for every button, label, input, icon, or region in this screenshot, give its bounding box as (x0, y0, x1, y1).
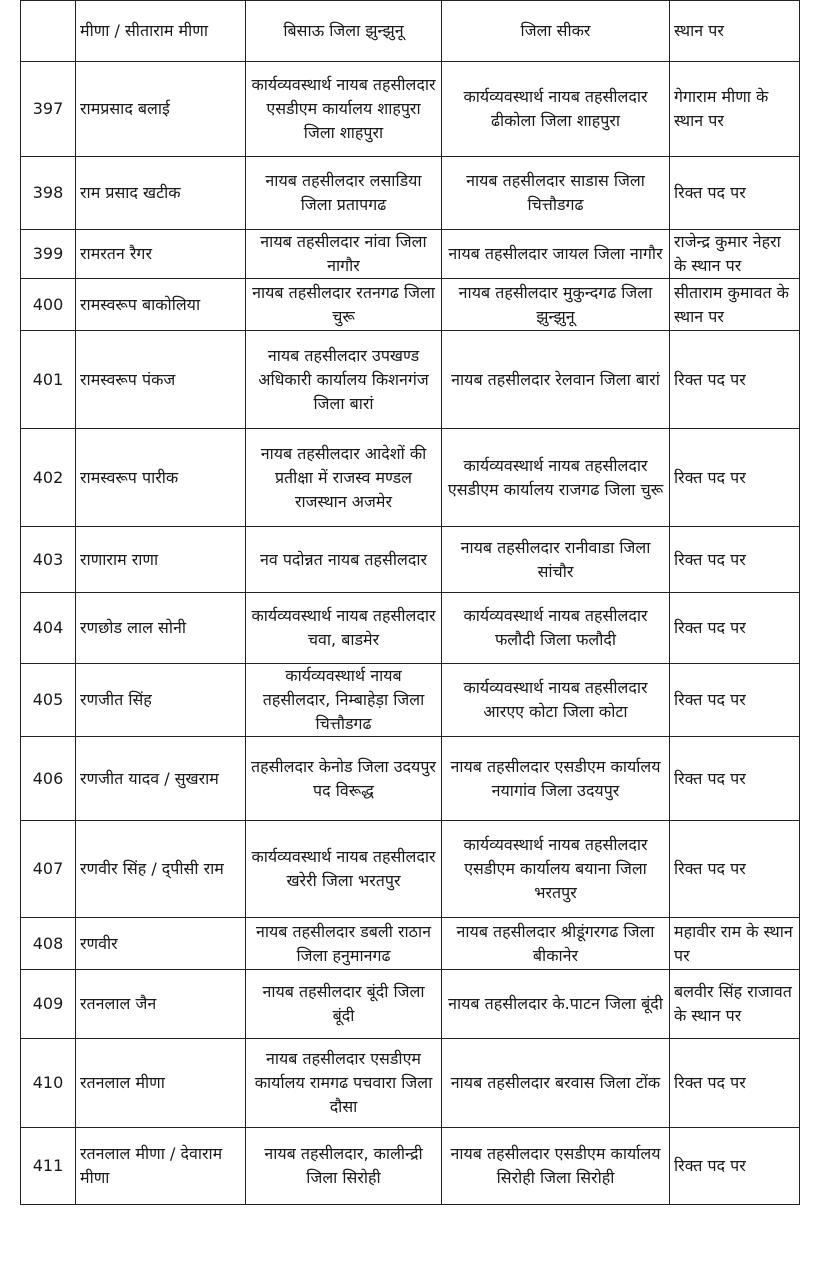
current-posting-cell: तहसीलदार केनोड जिला उदयपुर पद विरूद्ध (246, 737, 442, 821)
current-posting-cell: बिसाऊ जिला झुन्झुनू (246, 1, 442, 62)
remark-cell: सीताराम कुमावत के स्थान पर (670, 279, 800, 331)
serial-number-cell: 406 (21, 737, 76, 821)
table-row (21, 1128, 800, 1205)
new-posting-cell: कार्यव्यवस्थार्थ नायब तहसीलदार एसडीएम कार्यालय बयाना जिला भरतपुर (442, 821, 670, 918)
table-body (21, 1, 800, 1205)
remark-cell: रिक्त पद पर (670, 593, 800, 664)
current-posting-cell: नायब तहसीलदार आदेशों की प्रतीक्षा में राजस्व मण्डल राजस्थान अजमेर (246, 429, 442, 527)
serial-number-cell: 403 (21, 527, 76, 593)
employee-name-cell: रणजीत सिंह (76, 664, 246, 737)
new-posting-cell: नायब तहसीलदार के.पाटन जिला बूंदी (442, 970, 670, 1039)
serial-number-cell: 411 (21, 1128, 76, 1205)
table-row (21, 429, 800, 527)
employee-name-cell: रतनलाल मीणा (76, 1039, 246, 1128)
serial-number-cell: 410 (21, 1039, 76, 1128)
employee-name-cell: रतनलाल मीणा / देवाराम मीणा (76, 1128, 246, 1205)
new-posting-cell: नायब तहसीलदार रेलवान जिला बारां (442, 331, 670, 429)
employee-name-cell: रणछोड लाल सोनी (76, 593, 246, 664)
remark-cell: रिक्त पद पर (670, 737, 800, 821)
table-row (21, 62, 800, 157)
new-posting-cell: कार्यव्यवस्थार्थ नायब तहसीलदार ढीकोला जिला शाहपुरा (442, 62, 670, 157)
remark-cell: गेगाराम मीणा के स्थान पर (670, 62, 800, 157)
employee-name-cell: रामस्वरूप बाकोलिया (76, 279, 246, 331)
current-posting-cell: नायब तहसीलदार बूंदी जिला बूंदी (246, 970, 442, 1039)
table-row (21, 737, 800, 821)
new-posting-cell: कार्यव्यवस्थार्थ नायब तहसीलदार फलौदी जिला फलौदी (442, 593, 670, 664)
remark-cell: रिक्त पद पर (670, 664, 800, 737)
current-posting-cell: नायब तहसीलदार एसडीएम कार्यालय रामगढ पचवारा जिला दौसा (246, 1039, 442, 1128)
serial-number-cell: 404 (21, 593, 76, 664)
table-row (21, 157, 800, 230)
employee-name-cell: रामरतन रैगर (76, 230, 246, 279)
current-posting-cell: कार्यव्यवस्थार्थ नायब तहसीलदार, निम्बाहेड़ा जिला चित्तौडगढ (246, 664, 442, 737)
employee-name-cell: रणवीर सिंह / द्पीसी राम (76, 821, 246, 918)
employee-name-cell: रतनलाल जैन (76, 970, 246, 1039)
employee-name-cell: रणजीत यादव / सुखराम (76, 737, 246, 821)
current-posting-cell: कार्यव्यवस्थार्थ नायब तहसीलदार खरेरी जिला भरतपुर (246, 821, 442, 918)
new-posting-cell: कार्यव्यवस्थार्थ नायब तहसीलदार एसडीएम कार्यालय राजगढ जिला चुरू (442, 429, 670, 527)
remark-cell: राजेन्द्र कुमार नेहरा के स्थान पर (670, 230, 800, 279)
remark-cell: रिक्त पद पर (670, 429, 800, 527)
serial-number-cell: 407 (21, 821, 76, 918)
table-row (21, 664, 800, 737)
table-row (21, 279, 800, 331)
remark-cell: रिक्त पद पर (670, 331, 800, 429)
serial-number-cell: 405 (21, 664, 76, 737)
serial-number-cell: 397 (21, 62, 76, 157)
new-posting-cell: जिला सीकर (442, 1, 670, 62)
employee-name-cell: राम प्रसाद खटीक (76, 157, 246, 230)
table-row (21, 1039, 800, 1128)
transfer-table (20, 0, 800, 1205)
serial-number-cell: 409 (21, 970, 76, 1039)
employee-name-cell: मीणा / सीताराम मीणा (76, 1, 246, 62)
new-posting-cell: नायब तहसीलदार एसडीएम कार्यालय सिरोही जिला सिरोही (442, 1128, 670, 1205)
current-posting-cell: नायब तहसीलदार नांवा जिला नागौर (246, 230, 442, 279)
employee-name-cell: रणवीर (76, 918, 246, 970)
table-row (21, 331, 800, 429)
employee-name-cell: रामस्वरूप पंकज (76, 331, 246, 429)
new-posting-cell: नायब तहसीलदार जायल जिला नागौर (442, 230, 670, 279)
new-posting-cell: नायब तहसीलदार बरवास जिला टोंक (442, 1039, 670, 1128)
new-posting-cell: नायब तहसीलदार एसडीएम कार्यालय नयागांव जिला उदयपुर (442, 737, 670, 821)
new-posting-cell: नायब तहसीलदार रानीवाडा जिला सांचौर (442, 527, 670, 593)
employee-name-cell: रामप्रसाद बलाई (76, 62, 246, 157)
table-row (21, 821, 800, 918)
new-posting-cell: कार्यव्यवस्थार्थ नायब तहसीलदार आरएए कोटा जिला कोटा (442, 664, 670, 737)
table-row (21, 970, 800, 1039)
table-row (21, 527, 800, 593)
table-row (21, 593, 800, 664)
employee-name-cell: रामस्वरूप पारीक (76, 429, 246, 527)
remark-cell: महावीर राम के स्थान पर (670, 918, 800, 970)
serial-number-cell: 398 (21, 157, 76, 230)
remark-cell: रिक्त पद पर (670, 821, 800, 918)
current-posting-cell: नायब तहसीलदार रतनगढ जिला चुरू (246, 279, 442, 331)
serial-number-cell: 400 (21, 279, 76, 331)
current-posting-cell: नव पदोन्नत नायब तहसीलदार (246, 527, 442, 593)
serial-number-cell: 408 (21, 918, 76, 970)
serial-number-cell: 401 (21, 331, 76, 429)
current-posting-cell: कार्यव्यवस्थार्थ नायब तहसीलदार चवा, बाडमेर (246, 593, 442, 664)
current-posting-cell: कार्यव्यवस्थार्थ नायब तहसीलदार एसडीएम कार्यालय शाहपुरा जिला शाहपुरा (246, 62, 442, 157)
table-row (21, 918, 800, 970)
current-posting-cell: नायब तहसीलदार, कालीन्द्री जिला सिरोही (246, 1128, 442, 1205)
serial-number-cell: 399 (21, 230, 76, 279)
remark-cell: बलवीर सिंह राजावत के स्थान पर (670, 970, 800, 1039)
new-posting-cell: नायब तहसीलदार मुकुन्दगढ जिला झुन्झुनू (442, 279, 670, 331)
remark-cell: रिक्त पद पर (670, 527, 800, 593)
remark-cell: रिक्त पद पर (670, 1039, 800, 1128)
serial-number-cell: 402 (21, 429, 76, 527)
table-row-header-continuation (21, 1, 800, 62)
new-posting-cell: नायब तहसीलदार साडास जिला चित्तौडगढ (442, 157, 670, 230)
remark-cell: रिक्त पद पर (670, 157, 800, 230)
employee-name-cell: राणाराम राणा (76, 527, 246, 593)
remark-cell: रिक्त पद पर (670, 1128, 800, 1205)
current-posting-cell: नायब तहसीलदार डबली राठान जिला हनुमानगढ (246, 918, 442, 970)
remark-cell: स्थान पर (670, 1, 800, 62)
table-row (21, 230, 800, 279)
current-posting-cell: नायब तहसीलदार लसाडिया जिला प्रतापगढ (246, 157, 442, 230)
current-posting-cell: नायब तहसीलदार उपखण्ड अधिकारी कार्यालय किशनगंज जिला बारां (246, 331, 442, 429)
serial-number-cell (21, 1, 76, 62)
new-posting-cell: नायब तहसीलदार श्रीडूंगरगढ जिला बीकानेर (442, 918, 670, 970)
